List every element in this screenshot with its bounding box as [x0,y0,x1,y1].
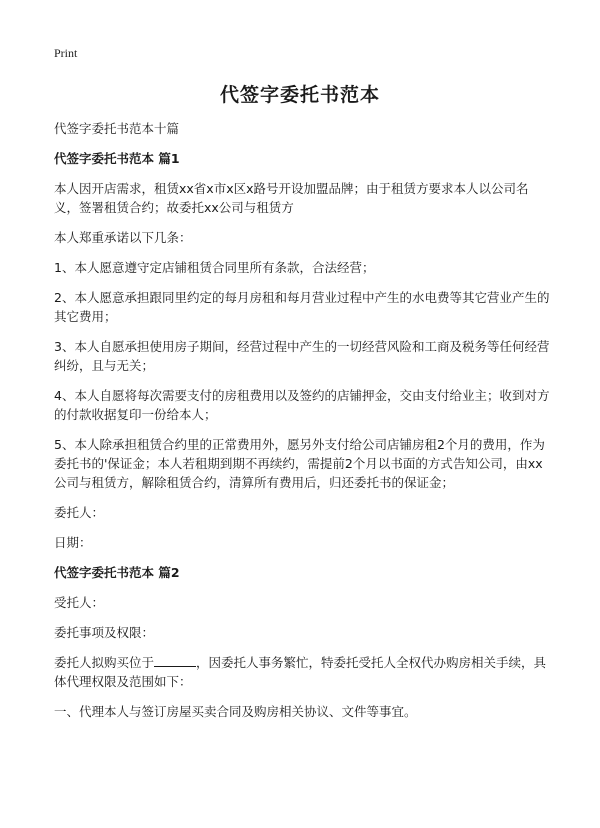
signer-label: 委托人： [54,505,105,520]
document-title: 代签字委托书范本 [219,84,380,106]
paragraph-with-blank [54,653,550,691]
paragraph: 5、本人除承担租赁合约里的正常费用外，愿另外支付给公司店铺房租2个月的费用，作为委托书的'保证金；本人若租期到期不再续约，需提前2个月以书面的方式告知公司，由xx公司与租赁方，解除租赁合约，清算所有费用后，归还委托书的保证金； [54,437,545,490]
paragraph: 2、本人愿意承担跟同里约定的每月房租和每月营业过程中产生的水电费等其它营业产生的其它费用； [54,290,550,324]
trustee-label: 受托人： [54,595,105,610]
fill-in-blank [154,654,196,667]
document-body [54,119,550,732]
paragraph: 一、代理本人与签订房屋买卖合同及购房相关协议、文件等事宜。 [54,704,417,719]
document-subtitle: 代签字委托书范本十篇 [54,121,180,136]
paragraph: 1、本人愿意遵守定店铺租赁合同里所有条款，合法经营； [54,260,375,275]
section-heading-2: 代签字委托书范本 篇2 [54,565,180,580]
paragraph: 本人郑重承诺以下几条： [54,230,192,245]
paragraph-text: ，因委托人事务繁忙，特委托受托人全权代办购房相关手续，具体代理权限及范围如下： [54,655,547,689]
paragraph: 本人因开店需求，租赁xx省x市x区x路号开设加盟品牌；由于租赁方要求本人以公司名义，签署租赁合约；故委托xx公司与租赁方 [54,181,529,215]
paragraph: 4、本人自愿将每次需要支付的房租费用以及签约的店铺押金，交由支付给业主；收到对方的付款收据复印一份给本人； [54,388,550,422]
paragraph: 3、本人自愿承担使用房子期间，经营过程中产生的一切经营风险和工商及税务等任何经营纠纷，且与无关； [54,339,550,373]
section-heading-1: 代签字委托书范本 篇1 [54,151,180,166]
date-label: 日期： [54,535,92,550]
print-link[interactable]: Print [54,46,78,60]
paragraph-text: 委托人拟购买位于 [54,655,155,670]
paragraph: 委托事项及权限： [54,625,155,640]
